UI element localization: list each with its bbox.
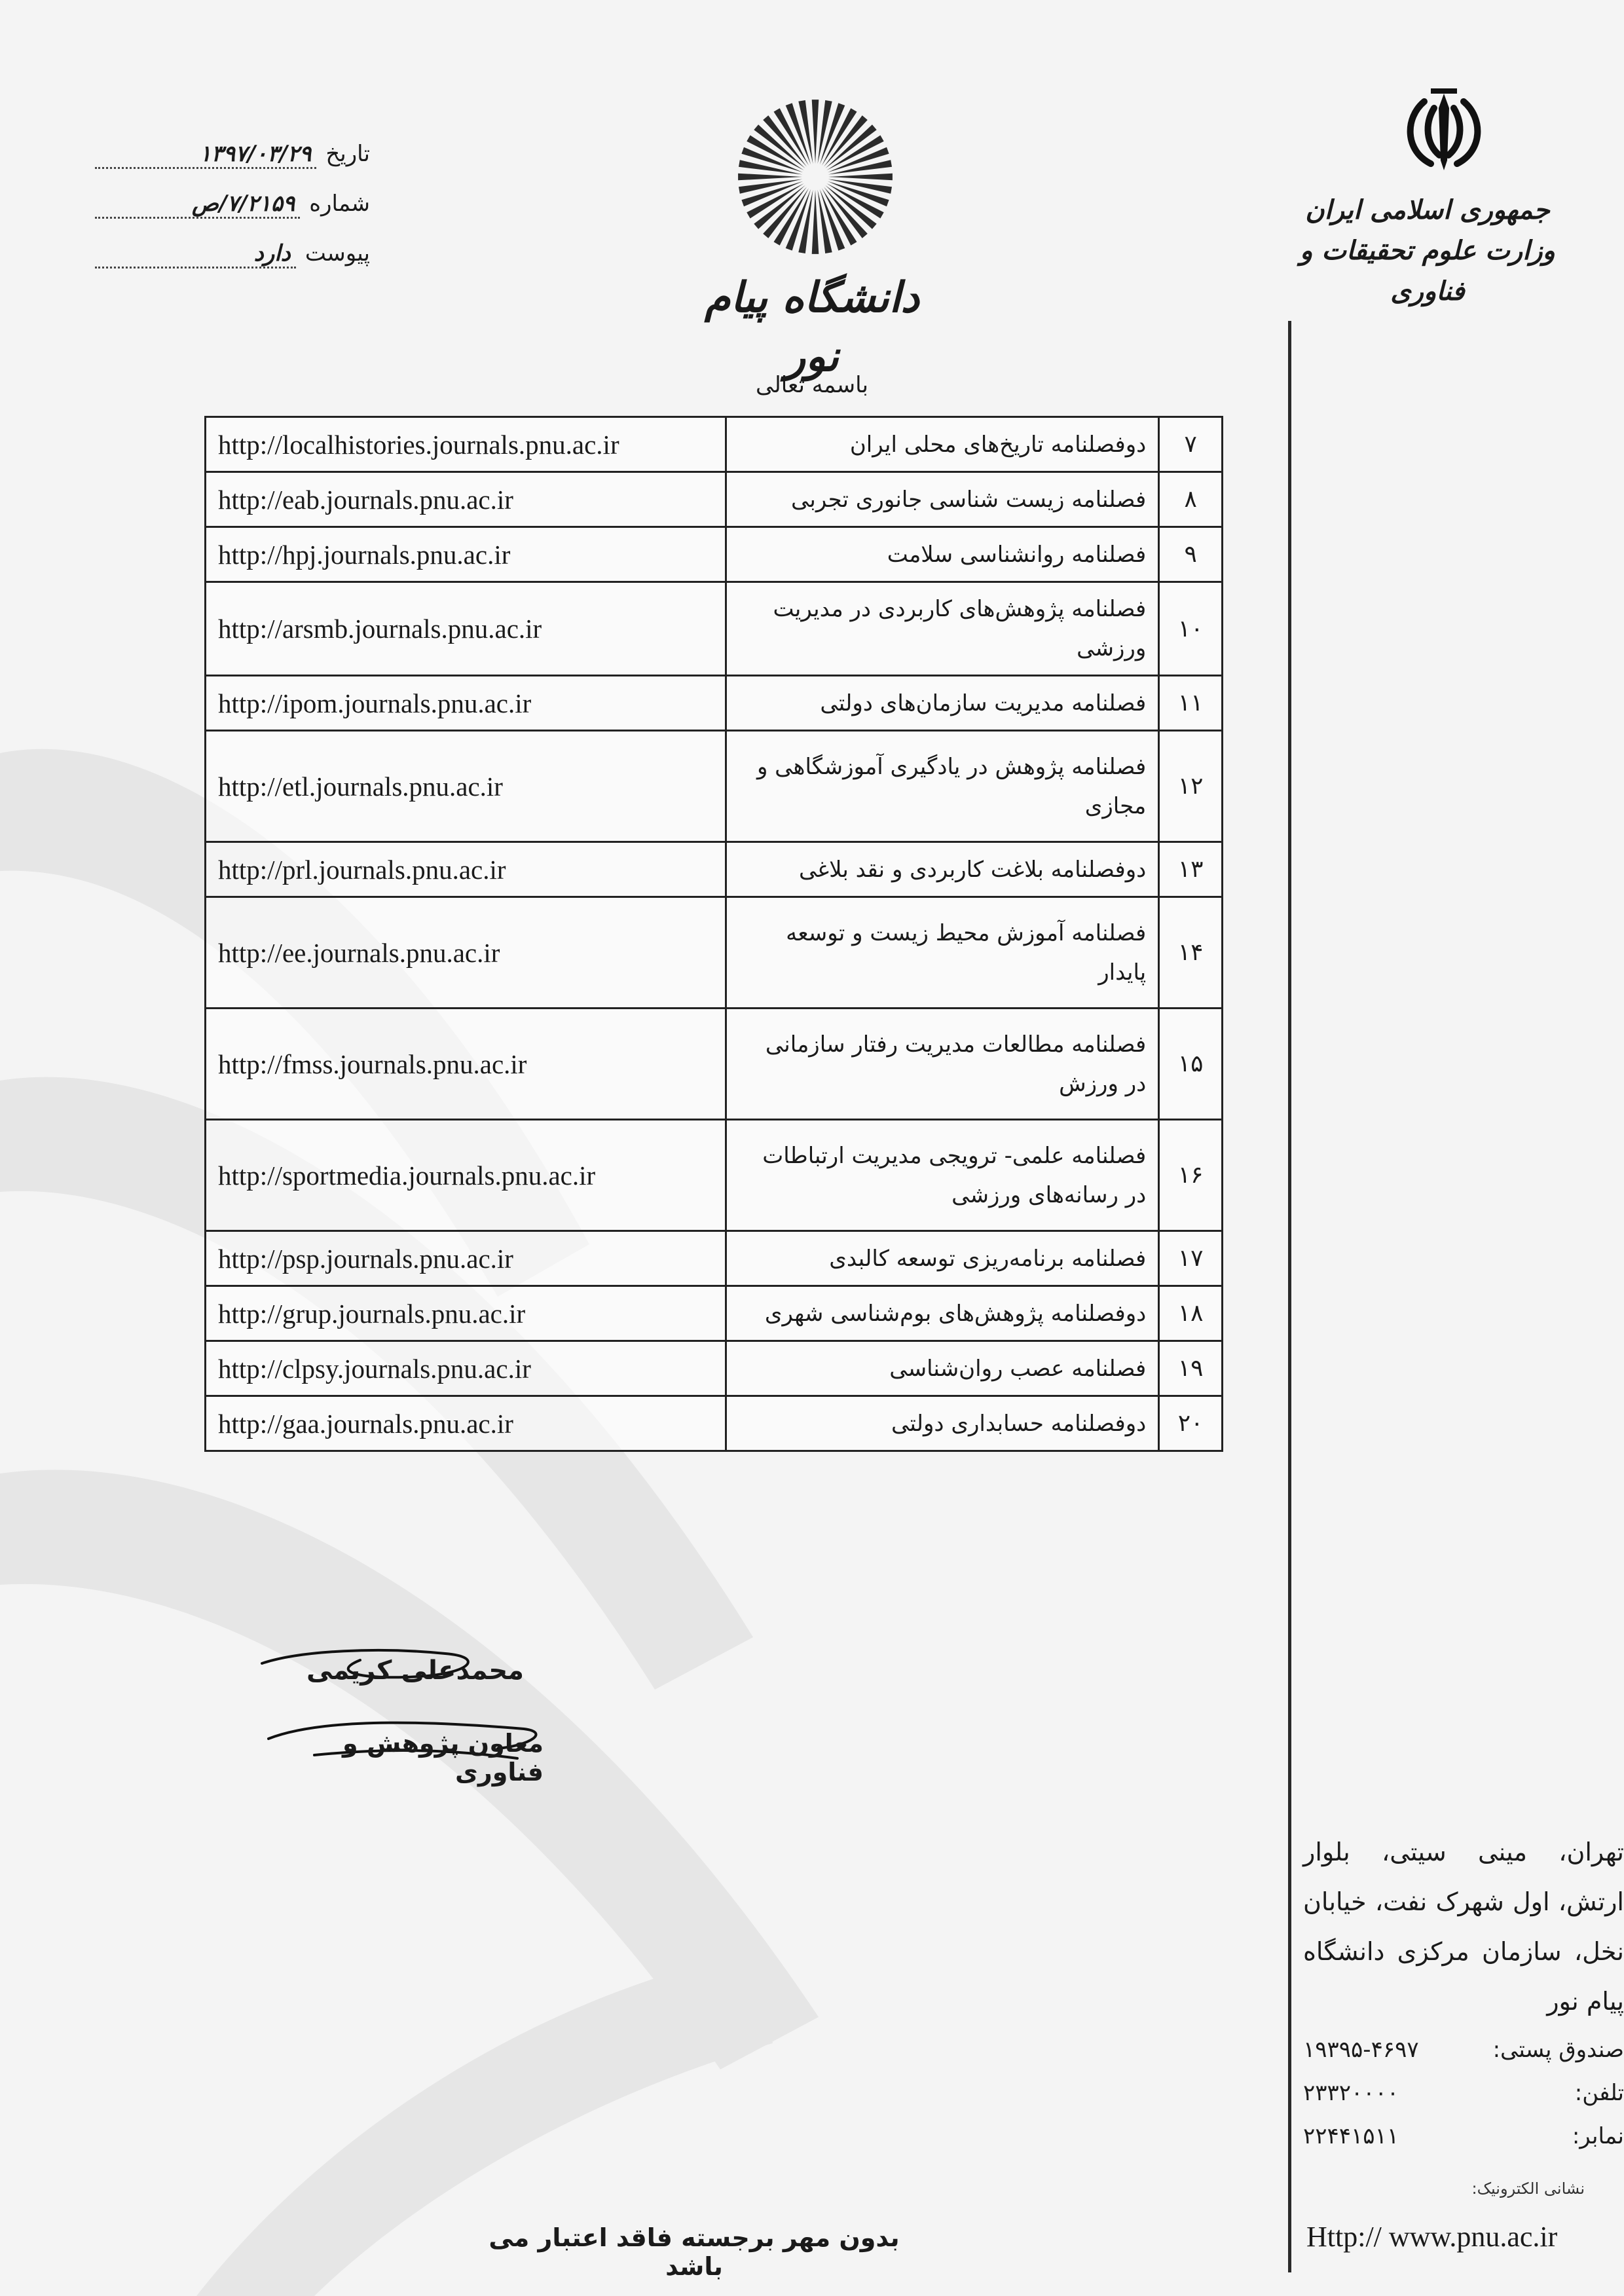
table-row <box>206 842 1223 897</box>
table-row <box>206 472 1223 527</box>
row-number: ۹ <box>1159 527 1223 582</box>
logo-ray <box>812 100 819 164</box>
table-row <box>206 1341 1223 1396</box>
journal-url[interactable]: http://prl.journals.pnu.ac.ir <box>206 842 726 897</box>
address-text: تهران، مینی سیتی، بلوار ارتش، اول شهرک نفت، خیابان نخل، سازمان مرکزی دانشگاه پیام نور <box>1303 1838 1624 2016</box>
journal-title: فصلنامه آموزش محیط زیست و توسعه پایدار <box>726 897 1159 1009</box>
basmala: باسمه تعالی <box>756 372 868 398</box>
journal-title: دوفصلنامه حسابداری دولتی <box>726 1396 1159 1451</box>
date-label: تاریخ <box>325 141 370 167</box>
journal-title: فصلنامه مدیریت سازمان‌های دولتی <box>726 676 1159 731</box>
university-logo-icon <box>733 95 897 259</box>
row-number: ۱۵ <box>1159 1009 1223 1120</box>
journal-url[interactable]: http://arsmb.journals.pnu.ac.ir <box>206 582 726 676</box>
email-label: نشانی الکترونیک: <box>1471 2179 1585 2198</box>
right-column-divider <box>1288 321 1291 2272</box>
journal-title: دوفصلنامه بلاغت کاربردی و نقد بلاغی <box>726 842 1159 897</box>
website-link[interactable]: Http:// www.pnu.ac.ir <box>1306 2221 1558 2253</box>
table-row <box>206 1120 1223 1231</box>
table-row <box>206 676 1223 731</box>
contact-block <box>1303 2037 1624 2166</box>
number-value: ۷/۲۱۵۹/ص <box>95 191 300 219</box>
fax-label: نمابر: <box>1572 2123 1624 2149</box>
attachment-row <box>95 240 370 290</box>
row-number: ۱۱ <box>1159 676 1223 731</box>
iran-emblem-icon <box>1395 82 1493 180</box>
row-number: ۱۳ <box>1159 842 1223 897</box>
fax-row <box>1303 2123 1624 2166</box>
journal-title: فصلنامه پژوهش‌های کاربردی در مدیریت ورزشی <box>726 582 1159 676</box>
university-name: دانشگاه پیام نور <box>704 273 920 381</box>
journal-title: فصلنامه برنامه‌ریزی توسعه کالبدی <box>726 1231 1159 1286</box>
table-row <box>206 1231 1223 1286</box>
row-number: ۸ <box>1159 472 1223 527</box>
fax-value: ۲۲۴۴۱۵۱۱ <box>1303 2123 1399 2149</box>
journal-url[interactable]: http://ipom.journals.pnu.ac.ir <box>206 676 726 731</box>
journal-url[interactable]: http://psp.journals.pnu.ac.ir <box>206 1231 726 1286</box>
ministry-header <box>1290 190 1565 312</box>
phone-row <box>1303 2080 1624 2123</box>
table-row <box>206 1396 1223 1451</box>
journal-url[interactable]: http://etl.journals.pnu.ac.ir <box>206 731 726 842</box>
logo-ray <box>828 174 893 181</box>
logo-ray <box>738 174 802 181</box>
signatory-title: معاون پژوهش و فناوری <box>342 1729 544 1787</box>
table-row <box>206 1009 1223 1120</box>
row-number: ۲۰ <box>1159 1396 1223 1451</box>
journal-url[interactable]: http://eab.journals.pnu.ac.ir <box>206 472 726 527</box>
journal-title: فصلنامه عصب روان‌شناسی <box>726 1341 1159 1396</box>
journal-title: فصلنامه علمی- ترویجی مدیریت ارتباطات در رسانه‌های ورزشی <box>726 1120 1159 1231</box>
journal-title: فصلنامه مطالعات مدیریت رفتار سازمانی در ورزش <box>726 1009 1159 1120</box>
po-box-label: صندوق پستی: <box>1492 2037 1624 2063</box>
logo-ray <box>812 190 819 254</box>
table-row <box>206 897 1223 1009</box>
row-number: ۱۹ <box>1159 1341 1223 1396</box>
journal-url[interactable]: http://hpj.journals.pnu.ac.ir <box>206 527 726 582</box>
date-row <box>95 141 370 191</box>
table-row <box>206 731 1223 842</box>
journal-url[interactable]: http://sportmedia.journals.pnu.ac.ir <box>206 1120 726 1231</box>
row-number: ۱۲ <box>1159 731 1223 842</box>
phone-value: ۲۳۳۲۰۰۰۰ <box>1303 2080 1399 2106</box>
journal-title: فصلنامه پژوهش در یادگیری آموزشگاهی و مجازی <box>726 731 1159 842</box>
table-row <box>206 417 1223 472</box>
journal-title: دوفصلنامه پژوهش‌های بوم‌شناسی شهری <box>726 1286 1159 1341</box>
phone-label: تلفن: <box>1574 2080 1624 2106</box>
attachment-value: دارد <box>95 240 296 268</box>
table-row <box>206 1286 1223 1341</box>
row-number: ۷ <box>1159 417 1223 472</box>
signatory-name: محمدعلی کریمی <box>306 1656 524 1686</box>
journal-url[interactable]: http://grup.journals.pnu.ac.ir <box>206 1286 726 1341</box>
journal-url[interactable]: http://clpsy.journals.pnu.ac.ir <box>206 1341 726 1396</box>
journal-title: فصلنامه زیست شناسی جانوری تجربی <box>726 472 1159 527</box>
attachment-label: پیوست <box>304 240 370 267</box>
number-label: شماره <box>309 191 370 217</box>
number-row <box>95 191 370 240</box>
row-number: ۱۸ <box>1159 1286 1223 1341</box>
validity-note: بدون مهر برجسته فاقد اعتبار می باشد <box>489 2223 900 2281</box>
date-value: ۱۳۹۷/۰۳/۲۹ <box>95 141 316 169</box>
row-number: ۱۷ <box>1159 1231 1223 1286</box>
table-row <box>206 527 1223 582</box>
ministry-line-1: جمهوری اسلامی ایران <box>1305 194 1550 225</box>
journal-url[interactable]: http://localhistories.journals.pnu.ac.ir <box>206 417 726 472</box>
journal-title: دوفصلنامه تاریخ‌های محلی ایران <box>726 417 1159 472</box>
row-number: ۱۴ <box>1159 897 1223 1009</box>
journal-title: فصلنامه روانشناسی سلامت <box>726 527 1159 582</box>
letter-meta <box>95 141 370 290</box>
table-row <box>206 582 1223 676</box>
ministry-line-2: وزارت علوم تحقیقات و فناوری <box>1300 235 1555 306</box>
journal-url[interactable]: http://fmss.journals.pnu.ac.ir <box>206 1009 726 1120</box>
row-number: ۱۰ <box>1159 582 1223 676</box>
journals-table <box>204 416 1223 1452</box>
row-number: ۱۶ <box>1159 1120 1223 1231</box>
po-box-row <box>1303 2037 1624 2080</box>
po-box-value: ۱۹۳۹۵-۴۶۹۷ <box>1303 2037 1419 2063</box>
journal-url[interactable]: http://ee.journals.pnu.ac.ir <box>206 897 726 1009</box>
journal-url[interactable]: http://gaa.journals.pnu.ac.ir <box>206 1396 726 1451</box>
